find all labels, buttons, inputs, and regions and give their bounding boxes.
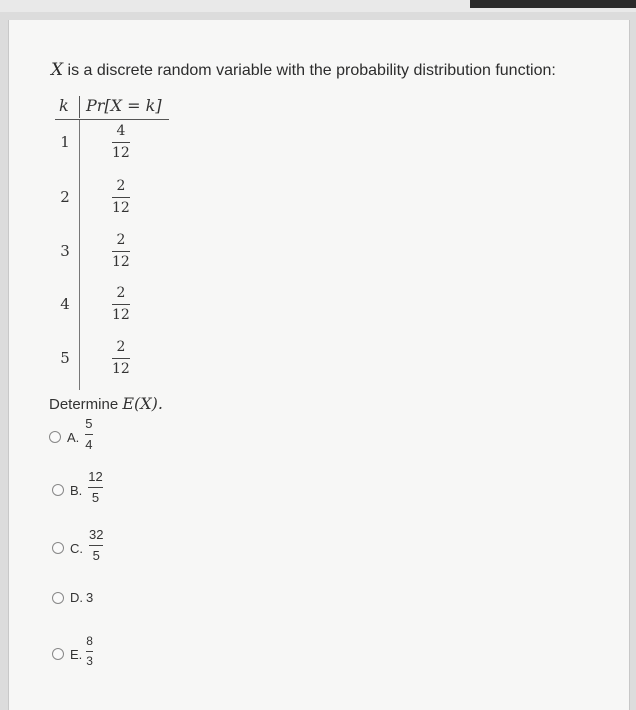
question-text [51,60,556,80]
option-fraction: $\frac{5}{4}$ [85,416,93,452]
option-letter: D. [70,590,83,605]
option-value: 3 [86,590,94,605]
option-letter: C. [70,540,83,556]
option-c[interactable] [52,527,104,563]
option-e[interactable] [52,634,93,668]
top-dark-bar [470,0,636,8]
radio-button-icon[interactable] [49,431,61,443]
option-fraction: $\frac{32}{5}$ [89,527,104,563]
table-row-probability: 2 12 [112,178,130,216]
table-row-k: 2 [60,188,70,206]
option-letter: B. [70,482,83,498]
radio-button-icon[interactable] [52,592,64,604]
radio-button-icon[interactable] [52,484,64,496]
table-row-probability: 2 12 [112,232,130,270]
table-row-k: 3 [60,242,70,260]
table-header-pr: Pr[X = k] [86,96,162,115]
table-row-k: 1 [60,133,70,151]
header-divider [79,96,80,118]
option-d[interactable] [52,590,93,605]
table-row-probability: 2 12 [112,285,130,323]
table-row-k: 5 [60,349,70,367]
option-letter: E. [70,646,83,662]
question-body: is a discrete random variable with the probability distribution function: [63,62,556,79]
option-fraction: $\frac{12}{5}$ [88,469,103,505]
prompt-text: Determine E(X). [49,394,163,413]
table-row-probability: 4 12 [112,123,130,161]
radio-button-icon[interactable] [52,542,64,554]
column-divider [79,120,80,390]
option-a[interactable] [49,416,93,452]
question-variable: X [51,60,64,80]
table-row-k: 4 [60,295,70,313]
radio-button-icon[interactable] [52,648,64,660]
question-panel [8,20,630,710]
option-fraction: $\frac{8}{3}$ [86,634,93,668]
table-header-k: k [59,96,69,115]
option-letter: A. [67,429,80,445]
header-rule [55,119,169,120]
option-b[interactable] [52,469,103,505]
table-row-probability: 2 12 [112,339,130,377]
